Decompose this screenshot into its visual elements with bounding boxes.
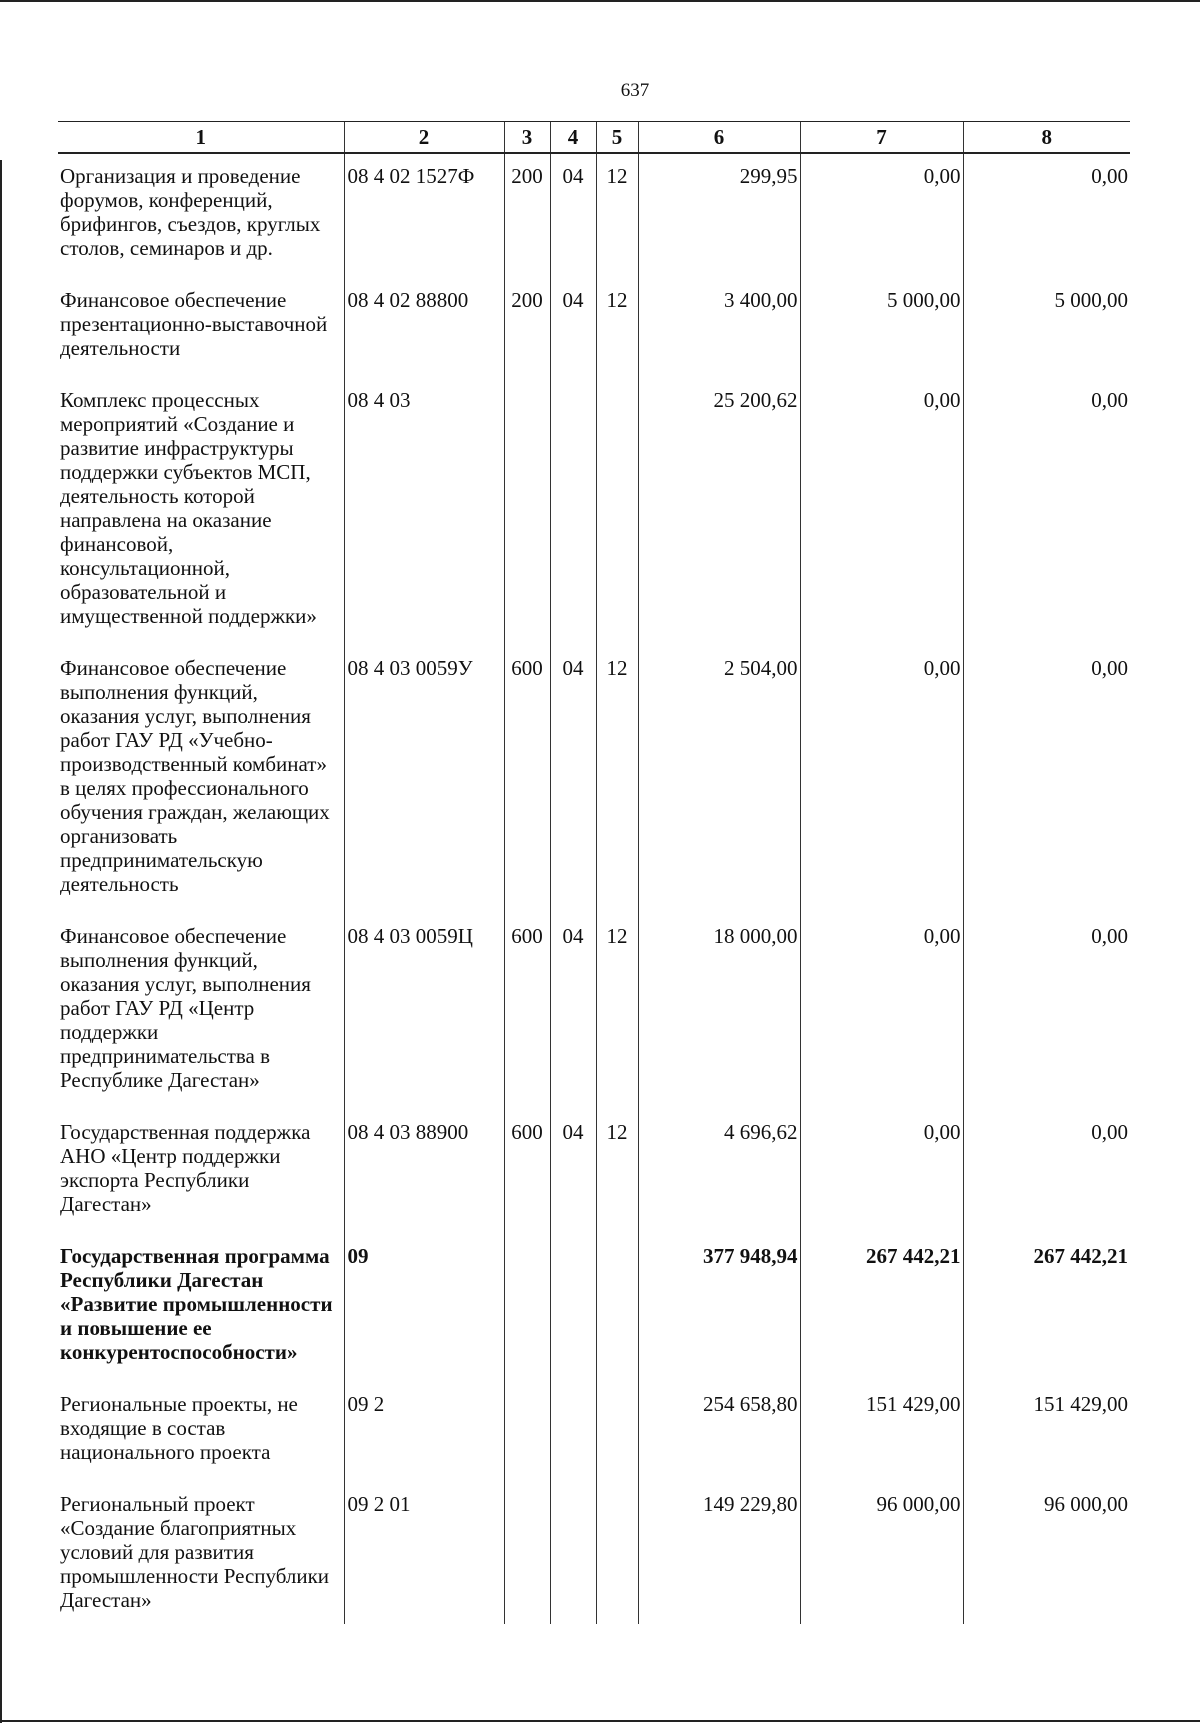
- row-value-col7-cell: 0,00: [800, 153, 963, 278]
- row-name-cell: Финансовое обеспечение выполнения функций, оказания услуг, выполнения работ ГАУ РД «Центр поддержки предпринимательства в Республике Дагестан»: [60, 924, 311, 1092]
- row-name-cell: Региональный проект «Создание благоприятных условий для развития промышленности Республики Дагестан»: [60, 1492, 330, 1612]
- row-value-col7-cell: 0,00: [800, 1110, 963, 1234]
- row-code-cell: 09 2: [344, 1382, 504, 1482]
- column-header-2: 2: [344, 122, 504, 154]
- table-row: [58, 1234, 1130, 1382]
- table-row: [58, 278, 1130, 378]
- column-header-3: 3: [504, 122, 550, 154]
- row-value-col6-cell: 377 948,94: [638, 1234, 800, 1382]
- row-col4-cell: [550, 1234, 596, 1382]
- row-value-col6-cell: 254 658,80: [638, 1382, 800, 1482]
- row-col4-cell: [550, 1382, 596, 1482]
- row-col4-cell: 04: [550, 914, 596, 1110]
- row-value-col7-cell: 0,00: [800, 378, 963, 646]
- row-value-col8-cell: 267 442,21: [963, 1234, 1130, 1382]
- table-row: [58, 1382, 1130, 1482]
- row-value-col6-cell: 18 000,00: [638, 914, 800, 1110]
- row-value-col7-cell: 0,00: [800, 646, 963, 914]
- row-col3-cell: 600: [504, 914, 550, 1110]
- row-value-col7-cell: 267 442,21: [800, 1234, 963, 1382]
- row-value-col6-cell: 4 696,62: [638, 1110, 800, 1234]
- page-number: 637: [620, 80, 650, 101]
- row-value-col7-cell: 151 429,00: [800, 1382, 963, 1482]
- row-value-col7-cell: 5 000,00: [800, 278, 963, 378]
- page-frame-top: [0, 0, 1200, 2]
- row-value-col8-cell: 0,00: [963, 378, 1130, 646]
- row-value-col7-cell: 0,00: [800, 914, 963, 1110]
- table-row: [58, 646, 1130, 914]
- column-header-6: 6: [638, 122, 800, 154]
- row-value-col6-cell: 2 504,00: [638, 646, 800, 914]
- row-name-cell: Государственная поддержка АНО «Центр поддержки экспорта Республики Дагестан»: [60, 1120, 311, 1216]
- row-col5-cell: 12: [596, 153, 638, 278]
- row-name-cell: Региональные проекты, не входящие в состав национального проекта: [60, 1392, 298, 1464]
- row-col4-cell: [550, 1482, 596, 1624]
- budget-table: [58, 121, 1130, 1624]
- row-value-col8-cell: 151 429,00: [963, 1382, 1130, 1482]
- row-col4-cell: 04: [550, 1110, 596, 1234]
- row-value-col6-cell: 25 200,62: [638, 378, 800, 646]
- column-header-8: 8: [963, 122, 1130, 154]
- row-col4-cell: 04: [550, 153, 596, 278]
- row-value-col8-cell: 0,00: [963, 153, 1130, 278]
- row-value-col6-cell: 299,95: [638, 153, 800, 278]
- table-row: [58, 1482, 1130, 1624]
- row-col5-cell: [596, 1382, 638, 1482]
- row-col3-cell: [504, 1482, 550, 1624]
- row-col3-cell: [504, 378, 550, 646]
- row-col5-cell: 12: [596, 278, 638, 378]
- row-value-col7-cell: 96 000,00: [800, 1482, 963, 1624]
- row-col5-cell: [596, 378, 638, 646]
- row-code-cell: 08 4 02 1527Ф: [344, 153, 504, 278]
- row-col5-cell: 12: [596, 646, 638, 914]
- row-code-cell: 08 4 03 0059Ц: [344, 914, 504, 1110]
- row-col3-cell: [504, 1382, 550, 1482]
- row-value-col8-cell: 5 000,00: [963, 278, 1130, 378]
- row-col5-cell: [596, 1482, 638, 1624]
- row-col3-cell: 200: [504, 153, 550, 278]
- row-name-cell: Комплекс процессных мероприятий «Создание и развитие инфраструктуры поддержки субъектов МСП, деятельность которой направлена на оказание финансовой, консультационной, образовательной и имущественной поддержки»: [60, 388, 317, 628]
- row-col5-cell: [596, 1234, 638, 1382]
- row-name-cell: Финансовое обеспечение выполнения функций, оказания услуг, выполнения работ ГАУ РД «Учебно-производственный комбинат» в целях профессионального обучения граждан, желающих организовать предпринимательскую деятельность: [60, 656, 330, 896]
- row-value-col8-cell: 0,00: [963, 914, 1130, 1110]
- column-header-1: 1: [58, 122, 344, 154]
- page-frame-left: [0, 160, 2, 1723]
- table-header-row: [58, 122, 1130, 154]
- row-code-cell: 08 4 03: [344, 378, 504, 646]
- row-name-cell: Государственная программа Республики Дагестан «Развитие промышленности и повышение ее конкурентоспособности»: [60, 1244, 333, 1364]
- row-name-cell: Организация и проведение форумов, конференций, брифингов, съездов, круглых столов, семинаров и др.: [60, 164, 321, 260]
- row-col3-cell: 600: [504, 1110, 550, 1234]
- row-col5-cell: 12: [596, 914, 638, 1110]
- row-value-col8-cell: 96 000,00: [963, 1482, 1130, 1624]
- page-frame-bottom: [0, 1720, 1200, 1722]
- table-row: [58, 153, 1130, 278]
- column-header-5: 5: [596, 122, 638, 154]
- row-value-col8-cell: 0,00: [963, 1110, 1130, 1234]
- row-col4-cell: 04: [550, 278, 596, 378]
- row-value-col6-cell: 3 400,00: [638, 278, 800, 378]
- row-code-cell: 09 2 01: [344, 1482, 504, 1624]
- row-code-cell: 09: [344, 1234, 504, 1382]
- row-code-cell: 08 4 03 0059У: [344, 646, 504, 914]
- column-header-7: 7: [800, 122, 963, 154]
- column-header-4: 4: [550, 122, 596, 154]
- row-col4-cell: [550, 378, 596, 646]
- row-code-cell: 08 4 03 88900: [344, 1110, 504, 1234]
- row-name-cell: Финансовое обеспечение презентационно-выставочной деятельности: [60, 288, 328, 360]
- table-row: [58, 378, 1130, 646]
- row-value-col6-cell: 149 229,80: [638, 1482, 800, 1624]
- row-col5-cell: 12: [596, 1110, 638, 1234]
- row-col4-cell: 04: [550, 646, 596, 914]
- row-col3-cell: 600: [504, 646, 550, 914]
- row-value-col8-cell: 0,00: [963, 646, 1130, 914]
- row-code-cell: 08 4 02 88800: [344, 278, 504, 378]
- table-row: [58, 914, 1130, 1110]
- row-col3-cell: [504, 1234, 550, 1382]
- table-row: [58, 1110, 1130, 1234]
- row-col3-cell: 200: [504, 278, 550, 378]
